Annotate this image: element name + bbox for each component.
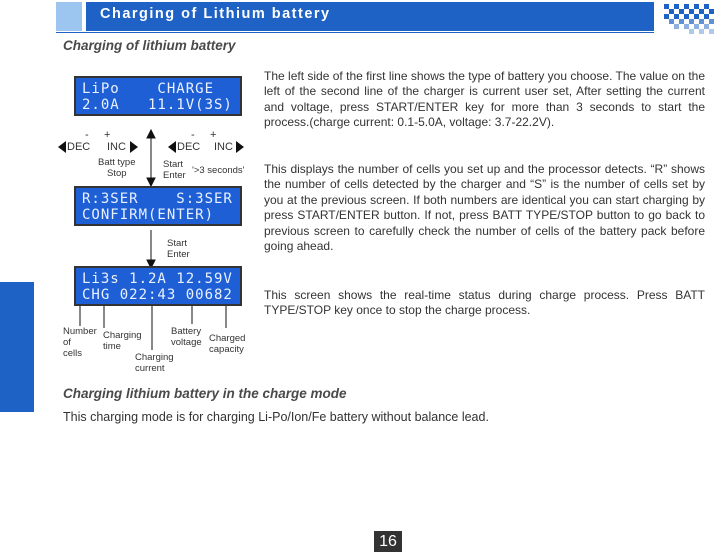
label-line: Charged xyxy=(209,333,246,344)
label-line: current xyxy=(135,363,165,374)
label-line: Start xyxy=(163,159,184,170)
lcd-line: 2.0A 11.1V(3S) xyxy=(82,97,233,113)
label-line: time xyxy=(103,341,121,352)
paragraph-charge-setup: The left side of the first line shows the type of battery you choose. The value on the left of the second line of the charger is current user set, After setting the current and voltage, press START/ENTER key for more than 3 seconds to start the process.(charge current: 0.1-5.0A, voltage: 3.7-22.2V). xyxy=(264,69,705,130)
inc-label[interactable]: INC xyxy=(214,141,233,153)
section-title: Charging of lithium battery xyxy=(63,38,236,53)
more-than-3-seconds-label: '>3 seconds' xyxy=(192,165,245,176)
label-line: Battery xyxy=(171,326,202,337)
label-line: voltage xyxy=(171,337,202,348)
lcd-screen-1 xyxy=(74,76,242,116)
label-line: Number xyxy=(63,326,97,337)
lcd-line: LiPo CHARGE xyxy=(82,81,215,97)
label-line: cells xyxy=(63,348,83,359)
dec-label[interactable]: DEC xyxy=(67,141,91,153)
batt-type-stop-label xyxy=(98,157,136,179)
lcd-line: R:3SER S:3SER xyxy=(82,191,233,207)
header-accent-block xyxy=(56,2,82,31)
callout-charged-capacity xyxy=(209,333,245,355)
section-title-charge-mode: Charging lithium battery in the charge mode xyxy=(63,386,347,401)
lcd-screen-3 xyxy=(74,266,242,306)
label-line: Charging xyxy=(135,352,174,363)
inc-label[interactable]: INC xyxy=(107,141,126,153)
label-line: capacity xyxy=(209,344,244,355)
start-enter-label xyxy=(163,159,186,181)
label-line: Charging xyxy=(103,330,142,341)
label-line: Start xyxy=(167,238,188,249)
callout-charging-current xyxy=(135,352,174,374)
callout-charging-time xyxy=(103,330,142,352)
plus-label: + xyxy=(210,129,217,141)
page-title: Charging of Lithium battery xyxy=(100,6,331,22)
lcd-line: CHG 022:43 00682 xyxy=(82,287,233,303)
plus-label: + xyxy=(104,129,111,141)
label-line: Stop xyxy=(106,168,127,179)
paragraph-cell-confirm: This displays the number of cells you set up and the processor detects. “R” shows the number of cells detected by the charger and “S” is the number of cells set by you at the previous screen. If both numbers are identical you can start charging by press START/ENTER button. If not, press BATT TYPE/STOP button to go back to previous screen to carefully check the number of cells of the battery pack before going ahead. xyxy=(264,162,705,254)
side-tab xyxy=(0,282,34,412)
start-enter-label-2 xyxy=(167,238,190,260)
lcd-line: CONFIRM(ENTER) xyxy=(82,207,215,223)
minus-label: - xyxy=(191,129,195,141)
header-underline xyxy=(56,32,654,33)
paragraph-realtime-status: This screen shows the real-time status during charge process. Press BATT TYPE/STOP key once to stop the charge process. xyxy=(264,288,705,318)
lcd-screen-2 xyxy=(74,186,242,226)
checker-pattern-decoration xyxy=(664,4,718,36)
label-line: of xyxy=(63,337,71,348)
callout-number-of-cells xyxy=(63,326,97,359)
label-line: Batt type xyxy=(98,157,136,168)
page-number: 16 xyxy=(374,531,402,552)
lcd-line: Li3s 1.2A 12.59V xyxy=(82,271,233,287)
label-line: Enter xyxy=(167,249,190,260)
callout-battery-voltage xyxy=(171,326,202,348)
label-line: Enter xyxy=(163,170,186,181)
dec-label[interactable]: DEC xyxy=(177,141,201,153)
paragraph-charge-mode: This charging mode is for charging Li-Po/Ion/Fe battery without balance lead. xyxy=(63,410,489,424)
minus-label: - xyxy=(85,129,89,141)
